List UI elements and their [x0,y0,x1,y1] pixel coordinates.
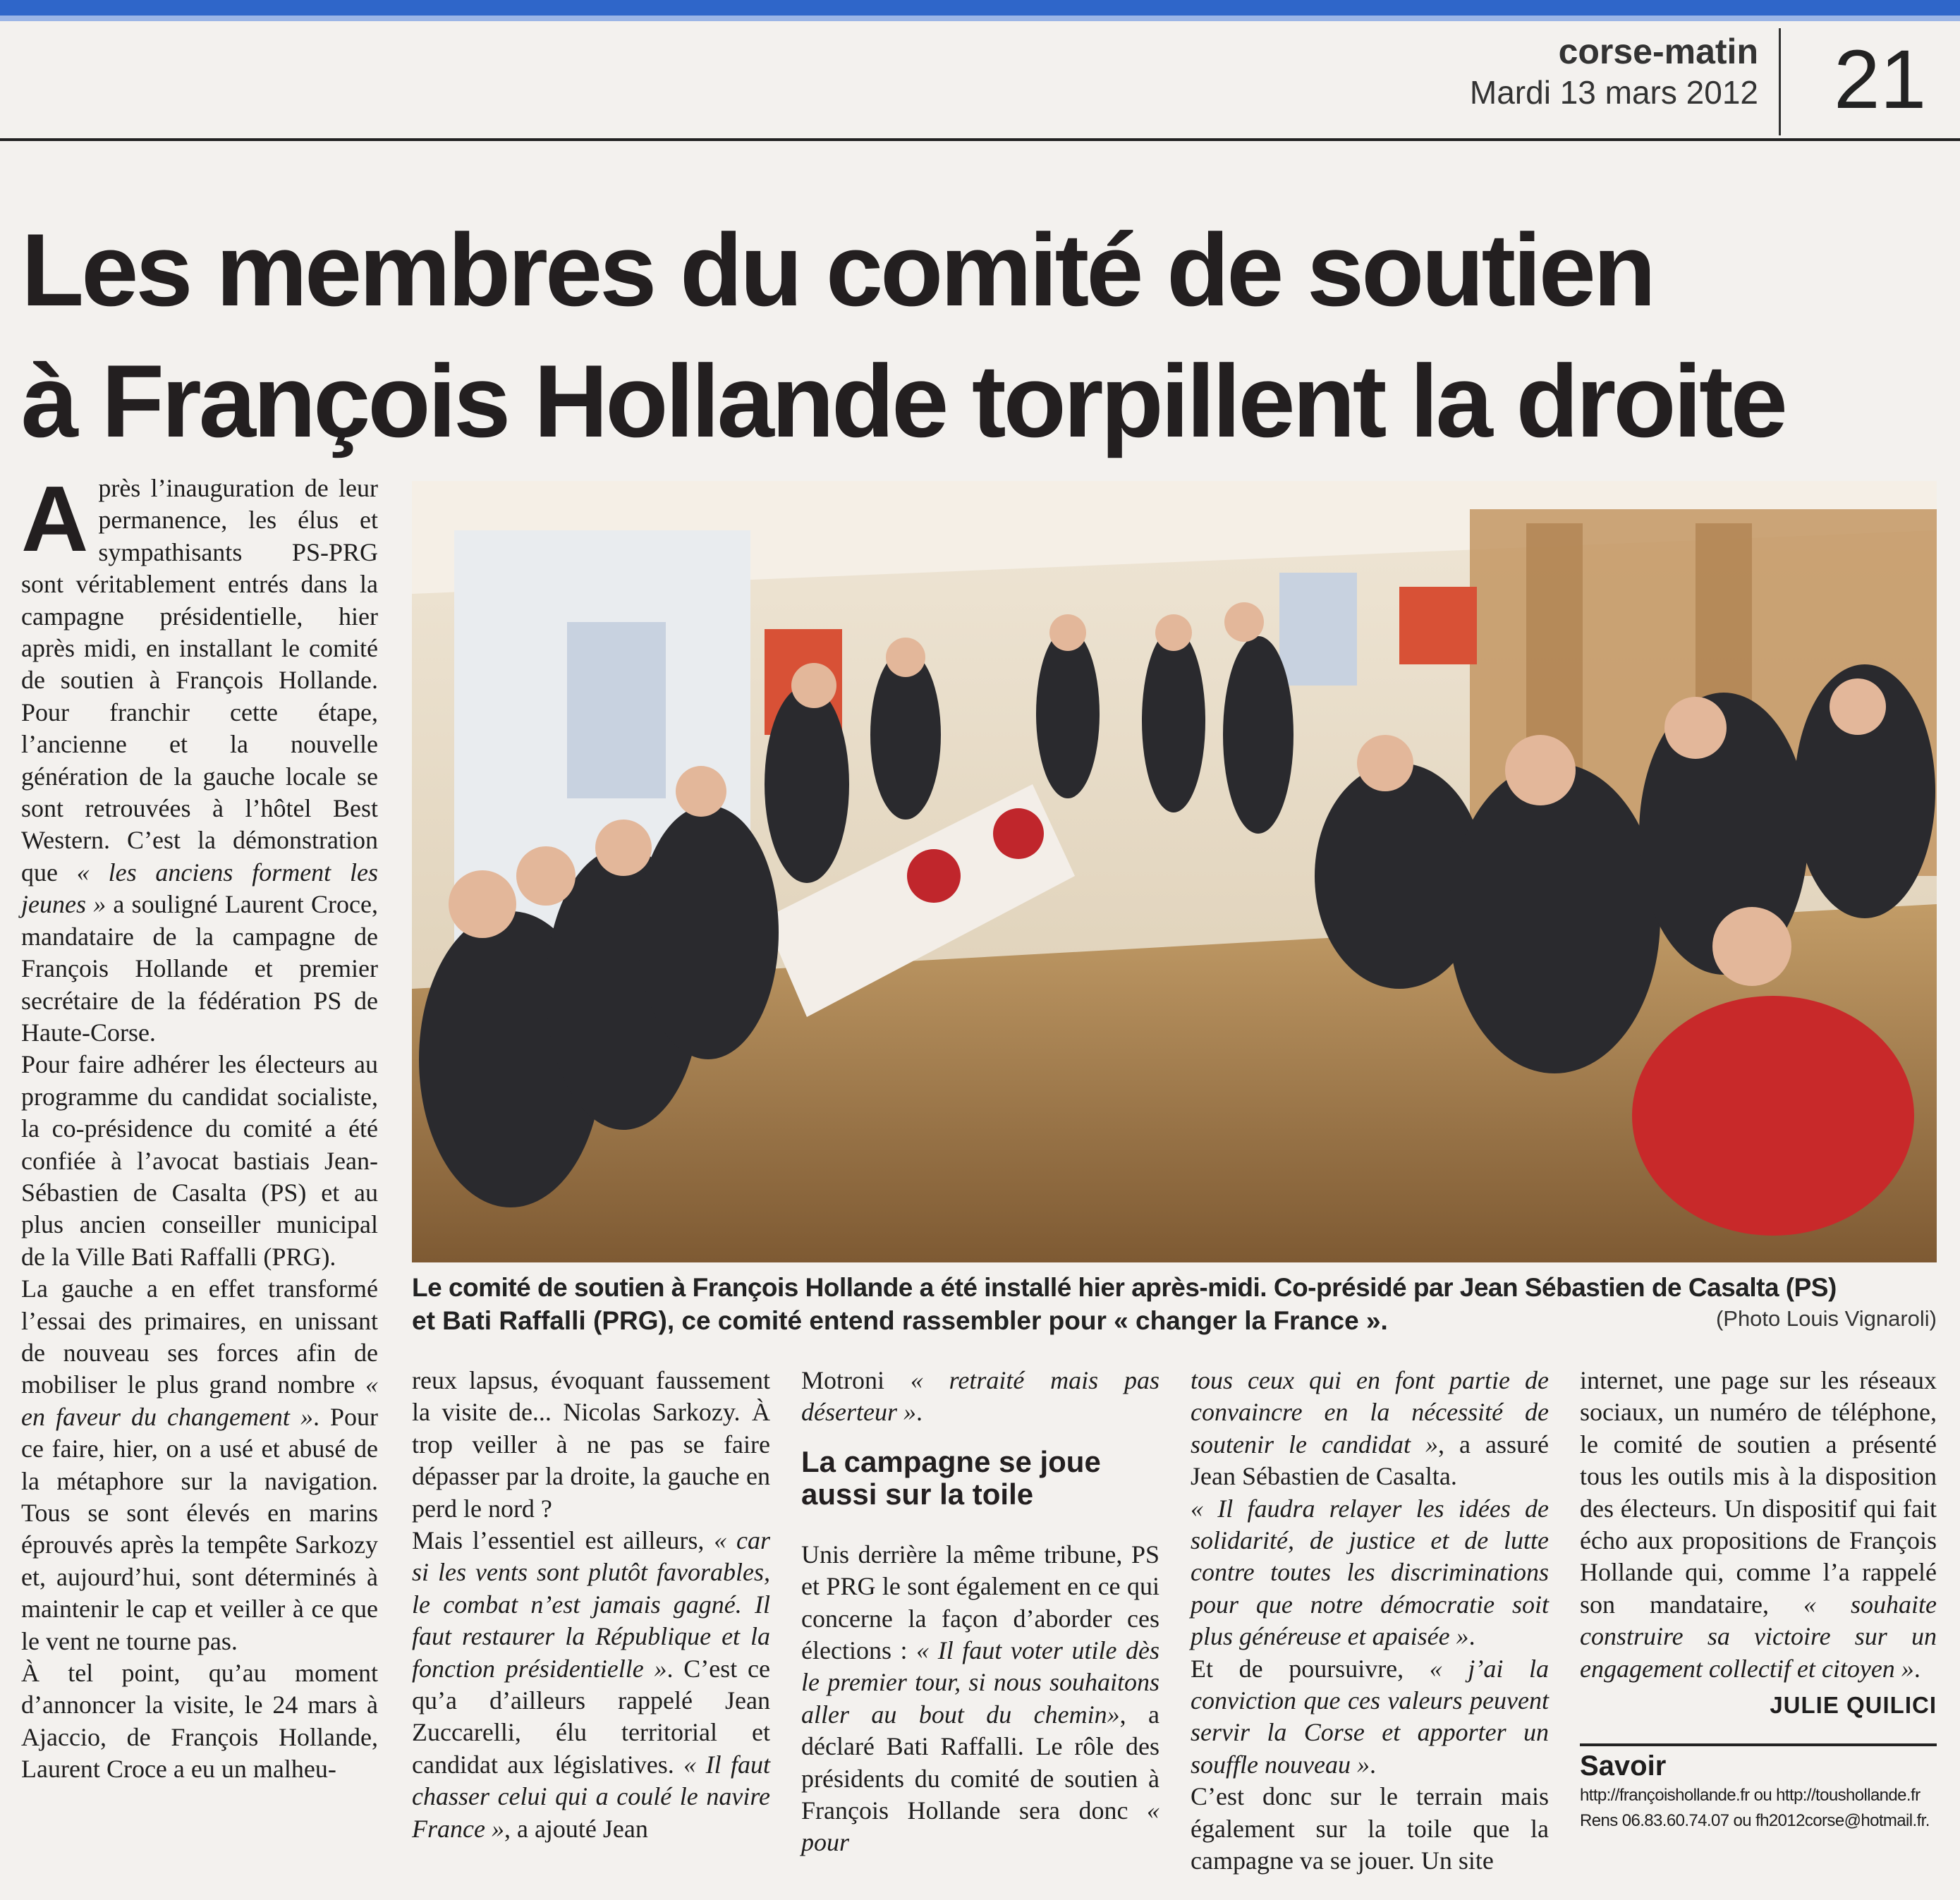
savoir-rule [1580,1743,1937,1746]
meeting-photo-drawing [412,481,1937,1262]
paragraph: internet, une page sur les réseaux sociaux, un numéro de téléphone, le comité de soutien a présenté tous les outils mis à la disposition des électeurs. Un dispositif qui fait écho aux propositions de François Hollande qui, comme l’a rappelé son mandataire, « souhaite construire sa victoire sur un engagement collectif et citoyen ». [1580,1366,1937,1683]
paragraph: « Il faudra relayer les idées de solidarité, de justice et de lutte contre toutes les discriminations pour que notre démocratie soit plus généreuse et apaisée ». [1191,1494,1549,1651]
header-divider [1779,28,1781,135]
paragraph: Après l’inauguration de leur permanence, les élus et sympathisants PS-PRG sont véritablement entrés dans la campagne présidentielle, hier après midi, en installant le comité de soutien à François Hollande. Pour franchir cette étape, l’ancienne et la nouvelle génération de la gauche locale se sont retrouvées à l’hôtel Best Western. C’est la démonstration que « les anciens forment les jeunes » a souligné Laurent Croce, mandataire de la campagne de François Hollande et premier secrétaire de la fédération PS de Haute-Corse. [21,467,378,1047]
paragraph: Mais l’essentiel est ailleurs, « car si les vents sont plutôt favorables, le combat n’est jamais gagné. Il faut restaurer la République et la fonction présidentielle ». C’est ce qu’a d’ailleurs rappelé Jean Zuccarelli, élu territorial et candidat aux législatives. « Il faut chasser celui qui a coulé le navire France », a ajouté Jean [412,1526,770,1843]
headline-line-2: à François Hollande torpillent la droite [21,343,1785,458]
top-color-band-light [0,16,1960,21]
top-color-band [0,0,1960,16]
paragraph: À tel point, qu’au moment d’annoncer la visite, le 24 mars à Ajaccio, de François Hollande, Laurent Croce a eu un malheu- [21,1659,378,1784]
savoir-contact: Rens 06.83.60.74.07 ou fh2012corse@hotmail.fr. [1580,1810,1930,1830]
paragraph: Pour faire adhérer les électeurs au programme du candidat socialiste, la co-présidence du comité a été confiée à l’avocat bastiais Jean-Sébastien de Casalta (PS) et au plus ancien conseiller municipal de la Ville Bati Raffalli (PRG). [21,1050,378,1271]
paragraph: C’est donc sur le terrain mais également sur la toile que la campagne va se jouer. Un site [1191,1782,1549,1875]
paragraph: tous ceux qui en font partie de convaincre en la nécessité de soutenir le candidat », a assuré Jean Sébastien de Casalta. [1191,1366,1549,1491]
newspaper-name: corse-matin [1558,32,1758,71]
headline-line-1: Les membres du comité de soutien [21,212,1654,327]
article-column-4 [1191,1365,1549,1877]
article-column-3 [801,1365,1159,1859]
caption-line-1: Le comité de soutien à François Hollande a été installé hier après-midi. Co-présidé par Jean Sébastien de Casalta (PS) [412,1273,1837,1302]
article-column-5 [1580,1365,1937,1834]
savoir-websites: http://françoishollande.fr ou http://toushollande.fr [1580,1785,1921,1805]
section-subhead: La campagne se joue aussi sur la toile [801,1444,1101,1511]
photo-caption [412,1271,1937,1337]
paragraph: reux lapsus, évoquant faussement la visite de... Nicolas Sarkozy. À trop veiller à ne pas se faire dépasser par la droite, la gauche en perd le nord ? [412,1366,770,1523]
savoir-title: Savoir [1580,1750,1667,1782]
header-rule [0,138,1960,141]
paragraph: Motroni « retraité mais pas déserteur ». [801,1366,1159,1427]
headline [21,205,1947,467]
caption-line-2: et Bati Raffalli (PRG), ce comité entend rassembler pour « changer la France ». [412,1306,1388,1335]
article-column-2 [412,1365,770,1845]
paragraph: Et de poursuivre, « j’ai la conviction que ces valeurs peuvent servir la Corse et apporter un souffle nouveau ». [1191,1654,1550,1779]
page-number: 21 [1834,33,1927,126]
meeting-photo [412,481,1937,1262]
photo-credit: (Photo Louis Vignaroli) [1715,1306,1937,1331]
author-signature: JULIE QUILICI [1770,1692,1937,1719]
article-column-1 [21,467,378,1786]
paragraph: La gauche a en effet transformé l’essai des primaires, en unissant de nouveau ses forces afin de mobiliser le plus grand nombre « en faveur du changement ». Pour ce faire, hier, on a usé et abusé de la métaphore sur la navigation. Tous se sont élevés en marins éprouvés après la tempête Sarkozy et, aujourd’hui, sont déterminés à maintenir le cap et veiller à ce que le vent ne tourne pas. [21,1274,378,1655]
drop-cap: A [21,467,89,571]
issue-date: Mardi 13 mars 2012 [1469,74,1758,111]
paragraph: Unis derrière la même tribune, PS et PRG le sont également en ce qui concerne la façon d’aborder ces élections : « Il faut voter utile dès le premier tour, si nous souhaitons aller au bout du chemin», a déclaré Bati Raffalli. Le rôle des présidents du comité de soutien à François Hollande sera donc « pour [801,1540,1160,1857]
